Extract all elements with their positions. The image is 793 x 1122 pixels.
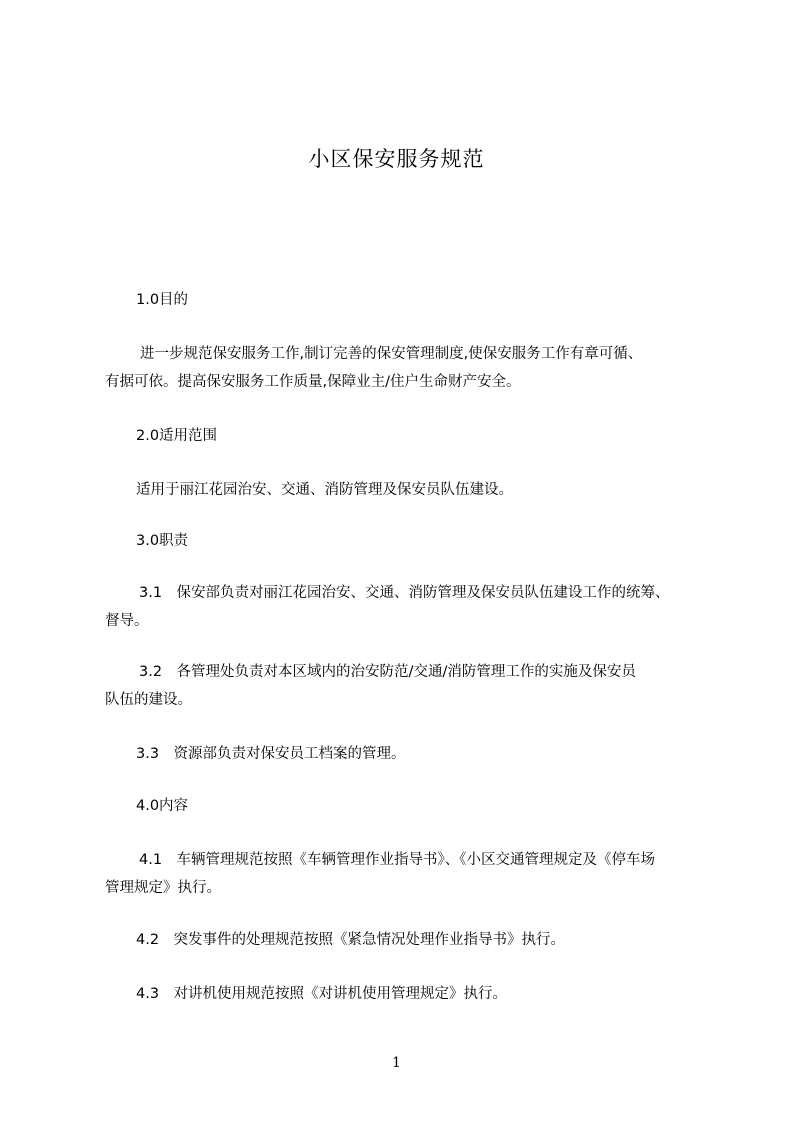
document-title: 小区保安服务规范	[308, 147, 485, 171]
section-heading-duties: 3.0职责	[136, 533, 189, 549]
duty-3-2-line-2: 队伍的建设。	[105, 692, 192, 708]
content-4-3: 4.3 对讲机使用规范按照《对讲机使用管理规定》执行。	[136, 986, 508, 1002]
page-number: 1	[392, 1055, 401, 1071]
section-heading-purpose: 1.0目的	[136, 292, 189, 308]
content-4-2: 4.2 突发事件的处理规范按照《紧急情况处理作业指导书》执行。	[136, 932, 566, 948]
duty-3-3: 3.3 资源部负责对保安员工档案的管理。	[136, 746, 406, 762]
duty-3-2-line-1: 3.2 各管理处负责对本区域内的治安防范/交通/消防管理工作的实施及保安员	[139, 664, 636, 680]
content-4-1-line-1: 4.1 车辆管理规范按照《车辆管理作业指导书》、《小区交通管理规定及《停车场	[139, 852, 656, 868]
section-heading-content: 4.0内容	[136, 798, 189, 814]
duty-3-1-line-2: 督导。	[105, 613, 149, 629]
duty-3-1-line-1: 3.1 保安部负责对丽江花园治安、交通、消防管理及保安员队伍建设工作的统筹、	[139, 585, 670, 601]
paragraph-scope: 适用于丽江花园治安、交通、消防管理及保安员队伍建设。	[136, 482, 513, 498]
paragraph-purpose-line-1: 进一步规范保安服务工作,制订完善的保安管理制度,使保安服务工作有章可循、	[140, 346, 643, 362]
section-heading-scope: 2.0适用范围	[136, 428, 218, 444]
content-4-1-line-2: 管理规定》执行。	[105, 880, 221, 896]
paragraph-purpose-line-2: 有据可依。提高保安服务工作质量,保障业主/住户生命财产安全。	[105, 374, 521, 390]
